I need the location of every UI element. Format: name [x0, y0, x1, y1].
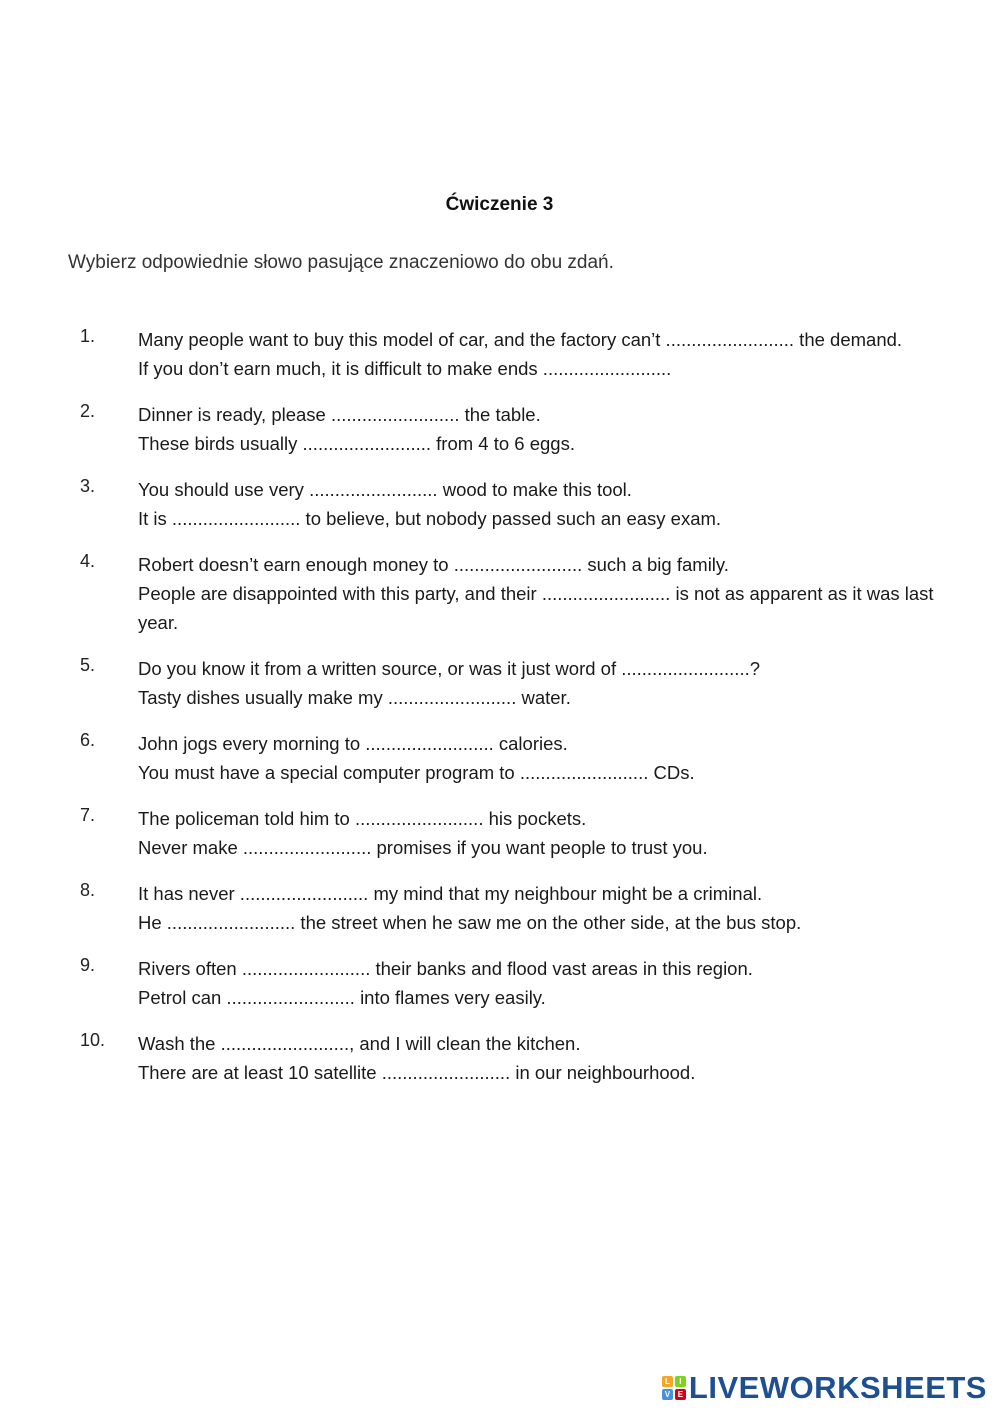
- exercise-item: [80, 1029, 970, 1087]
- sentence-line: It is ......................... to believe, but nobody passed such an easy exam.: [138, 508, 722, 529]
- sentence-line: Do you know it from a written source, or was it just word of .........................?: [138, 658, 761, 679]
- item-sentences: [138, 954, 970, 1012]
- item-number: 2.: [80, 401, 96, 421]
- exercise-item: [80, 729, 970, 787]
- item-number: 8.: [80, 880, 96, 900]
- page-title: Ćwiczenie 3: [445, 194, 554, 215]
- logo-block: L: [662, 1376, 673, 1387]
- exercise-item: [80, 654, 970, 712]
- exercise-list: [80, 325, 970, 1104]
- logo-block: V: [662, 1389, 673, 1400]
- exercise-item: [80, 550, 970, 637]
- sentence-line: John jogs every morning to ......................... calories.: [138, 733, 568, 754]
- sentence-line: Many people want to buy this model of car, and the factory can’t ......................... the demand.: [138, 329, 903, 350]
- item-number: 7.: [80, 805, 96, 825]
- sentence-line: The policeman told him to ......................... his pockets.: [138, 808, 587, 829]
- exercise-item: [80, 804, 970, 862]
- exercise-item: [80, 879, 970, 937]
- item-sentences: [138, 879, 970, 937]
- item-number: 10.: [80, 1030, 106, 1050]
- sentence-line: Petrol can ......................... into flames very easily.: [138, 987, 546, 1008]
- exercise-item: [80, 325, 970, 383]
- item-number: 4.: [80, 551, 96, 571]
- sentence-line: Wash the ........................., and I will clean the kitchen.: [138, 1033, 581, 1054]
- item-sentences: [138, 729, 970, 787]
- item-sentences: [138, 654, 970, 712]
- sentence-line: It has never ......................... my mind that my neighbour might be a criminal.: [138, 883, 763, 904]
- item-sentences: [138, 475, 970, 533]
- sentence-line: You must have a special computer program to ......................... CDs.: [138, 762, 695, 783]
- logo-block: E: [675, 1389, 686, 1400]
- sentence-line: Never make ......................... promises if you want people to trust you.: [138, 837, 708, 858]
- sentence-line: He ......................... the street when he saw me on the other side, at the bus stop.: [138, 912, 802, 933]
- sentence-line: These birds usually ......................... from 4 to 6 eggs.: [138, 433, 575, 454]
- item-number: 1.: [80, 326, 96, 346]
- sentence-line: People are disappointed with this party, and their ......................... is not as apparent as it was last year.: [138, 583, 934, 633]
- item-number: 3.: [80, 476, 96, 496]
- item-sentences: [138, 1029, 970, 1087]
- sentence-line: If you don’t earn much, it is difficult to make ends .........................: [138, 358, 672, 379]
- sentence-line: Rivers often ......................... their banks and flood vast areas in this region.: [138, 958, 753, 979]
- exercise-item: [80, 400, 970, 458]
- sentence-line: Robert doesn’t earn enough money to ......................... such a big family.: [138, 554, 729, 575]
- logo-block: I: [675, 1376, 686, 1387]
- sentence-line: Dinner is ready, please ......................... the table.: [138, 404, 541, 425]
- sentence-line: Tasty dishes usually make my ......................... water.: [138, 687, 571, 708]
- item-number: 9.: [80, 955, 96, 975]
- logo-text: LIVEWORKSHEETS: [688, 1370, 987, 1405]
- item-number: 6.: [80, 730, 96, 750]
- instruction-text: Wybierz odpowiednie słowo pasujące znaczeniowo do obu zdań.: [68, 252, 614, 273]
- logo-icon: [662, 1376, 686, 1400]
- sentence-line: You should use very ......................... wood to make this tool.: [138, 479, 632, 500]
- liveworksheets-logo: [662, 1370, 987, 1406]
- item-sentences: [138, 550, 970, 637]
- exercise-item: [80, 475, 970, 533]
- item-number: 5.: [80, 655, 96, 675]
- item-sentences: [138, 804, 970, 862]
- exercise-item: [80, 954, 970, 1012]
- item-sentences: [138, 400, 970, 458]
- item-sentences: [138, 325, 970, 383]
- sentence-line: There are at least 10 satellite ......................... in our neighbourhood.: [138, 1062, 696, 1083]
